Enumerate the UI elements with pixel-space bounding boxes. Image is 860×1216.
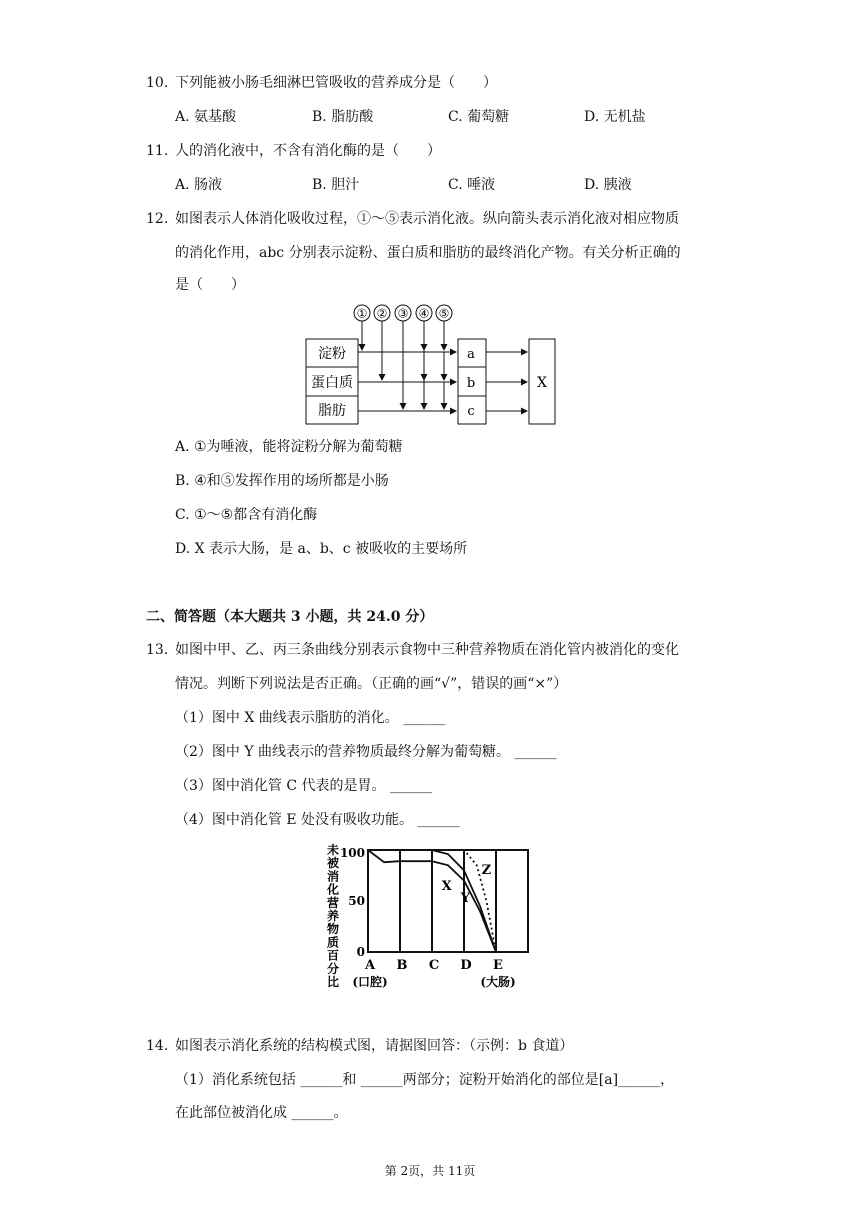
q14-line-1: （1）消化系统包括 ______和 ______两部分；淀粉开始消化的部位是[a]______， bbox=[175, 1072, 675, 1088]
curve-label-y: Y bbox=[460, 891, 471, 906]
q11-option-a: A. 肠液 bbox=[175, 177, 223, 193]
q11-option-b: B. 胆汁 bbox=[312, 177, 360, 193]
q11-option-d: D. 胰液 bbox=[584, 177, 632, 193]
product-a: a bbox=[467, 347, 475, 362]
svg-text:②: ② bbox=[376, 306, 388, 321]
x-tick-note-a: (口腔) bbox=[352, 975, 388, 989]
substance-fat: 脂肪 bbox=[318, 403, 346, 419]
q12-option-c: C. ①～⑤都含有消化酶 bbox=[175, 507, 318, 523]
q10-option-c: C. 葡萄糖 bbox=[448, 109, 510, 125]
q10-option-a: A. 氨基酸 bbox=[175, 109, 237, 125]
q12-stem-line-2: 的消化作用，abc 分别表示淀粉、蛋白质和脂肪的最终消化产物。有关分析正确的 bbox=[175, 245, 681, 261]
juice-2 bbox=[374, 305, 390, 321]
q12-option-b: B. ④和⑤发挥作用的场所都是小肠 bbox=[175, 473, 389, 489]
q13-stem-line-2: 情况。判断下列说法是否正确。（正确的画“√”，错误的画“×”） bbox=[175, 676, 568, 692]
x-tick-e: E bbox=[493, 958, 503, 973]
final-x: X bbox=[537, 375, 547, 391]
svg-text:③: ③ bbox=[397, 306, 409, 321]
q14-number: 14. bbox=[146, 1038, 169, 1054]
q12-option-d: D. X 表示大肠，是 a、b、c 被吸收的主要场所 bbox=[175, 541, 468, 557]
q13-stem-line-1: 如图中甲、乙、丙三条曲线分别表示食物中三种营养物质在消化管内被消化的变化 bbox=[175, 642, 679, 658]
q14-line-2: 在此部位被消化成 ______。 bbox=[175, 1105, 348, 1121]
q10-number: 10. bbox=[146, 75, 169, 91]
curve-label-x: X bbox=[441, 879, 452, 894]
juice-1 bbox=[354, 305, 370, 321]
y-tick-100: 100 bbox=[339, 846, 365, 860]
q11-stem: 人的消化液中，不含有消化酶的是（ ） bbox=[175, 143, 441, 159]
q10-option-d: D. 无机盐 bbox=[584, 109, 646, 125]
curve-label-z: Z bbox=[481, 863, 492, 878]
q13-item-4: （4）图中消化管 E 处没有吸收功能。 ______ bbox=[175, 812, 460, 828]
q13-item-3: （3）图中消化管 C 代表的是胃。 ______ bbox=[175, 778, 432, 794]
q10-option-b: B. 脂肪酸 bbox=[312, 109, 374, 125]
substance-starch: 淀粉 bbox=[318, 346, 346, 362]
product-c: c bbox=[467, 404, 475, 419]
q12-digestion-diagram bbox=[300, 300, 562, 432]
substance-protein: 蛋白质 bbox=[311, 375, 353, 391]
q13-digestion-chart bbox=[318, 840, 540, 998]
q12-stem-line-1: 如图表示人体消化吸收过程，①～⑤表示消化液。纵向箭头表示消化液对相应物质 bbox=[175, 211, 679, 227]
y-tick-50: 50 bbox=[348, 894, 365, 908]
juice-3 bbox=[395, 305, 411, 321]
svg-text:①: ① bbox=[356, 306, 368, 321]
q11-option-c: C. 唾液 bbox=[448, 177, 496, 193]
q11-number: 11. bbox=[146, 143, 169, 159]
q13-number: 13. bbox=[146, 642, 169, 658]
product-b: b bbox=[466, 376, 476, 391]
page-footer: 第 2页，共 11页 bbox=[384, 1164, 476, 1178]
juice-5 bbox=[436, 305, 452, 321]
q13-item-1: （1）图中 X 曲线表示脂肪的消化。 ______ bbox=[175, 710, 446, 726]
x-tick-c: C bbox=[428, 958, 440, 973]
q12-number: 12. bbox=[146, 211, 169, 227]
x-tick-b: B bbox=[396, 958, 408, 973]
section-2-title: 二、简答题（本大题共 3 小题，共 24.0 分） bbox=[146, 609, 434, 625]
q13-item-2: （2）图中 Y 曲线表示的营养物质最终分解为葡萄糖。 ______ bbox=[175, 744, 557, 760]
juice-4 bbox=[416, 305, 432, 321]
x-tick-a: A bbox=[364, 958, 376, 973]
x-tick-note-e: (大肠) bbox=[480, 975, 516, 989]
x-tick-d: D bbox=[460, 958, 472, 973]
q12-option-a: A. ①为唾液，能将淀粉分解为葡萄糖 bbox=[175, 439, 403, 455]
q14-stem: 如图表示消化系统的结构模式图，请据图回答：（示例：b 食道） bbox=[175, 1038, 574, 1054]
svg-text:④: ④ bbox=[418, 306, 430, 321]
y-axis-label: 未被消化营养物质百分比 bbox=[327, 843, 340, 989]
y-tick-0: 0 bbox=[356, 945, 365, 959]
svg-text:⑤: ⑤ bbox=[438, 306, 450, 321]
q10-stem: 下列能被小肠毛细淋巴管吸收的营养成分是（ ） bbox=[175, 75, 497, 91]
q12-stem-line-3: 是（ ） bbox=[175, 277, 245, 293]
